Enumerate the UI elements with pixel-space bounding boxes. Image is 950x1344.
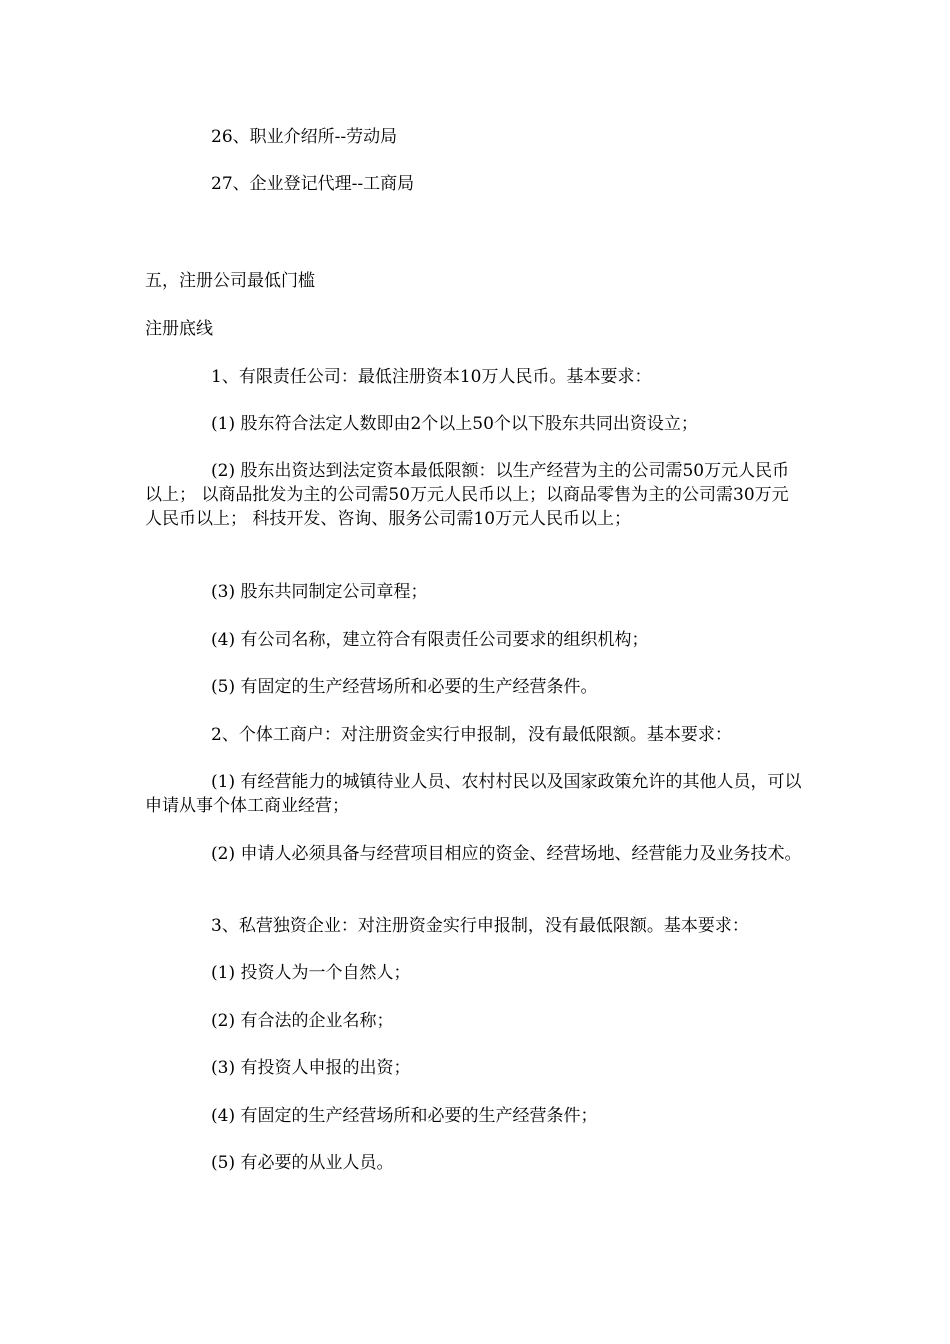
- sole-requirement-4: (4) 有固定的生产经营场所和必要的生产经营条件；: [211, 1106, 598, 1126]
- llc-requirement-4: (4) 有公司名称，建立符合有限责任公司要求的组织机构；: [211, 630, 649, 650]
- sole-requirement-3: (3) 有投资人申报的出资；: [211, 1058, 411, 1078]
- paragraph-llc: 1、有限责任公司：最低注册资本10万人民币。基本要求：: [211, 367, 652, 387]
- individual-requirement-2: (2) 申请人必须具备与经营项目相应的资金、经营场地、经营能力及业务技术。: [211, 844, 802, 864]
- individual-requirement-1: (1) 有经营能力的城镇待业人员、农村村民以及国家政策允许的其他人员，可以申请从事个体工商业经营；: [145, 772, 802, 816]
- llc-requirement-2: (2) 股东出资达到法定资本最低限额：以生产经营为主的公司需50万元人民币以上； 以商品批发为主的公司需50万元人民币以上；以商品零售为主的公司需30万元人民币以上； 科技开发、咨询、服务公司需10万元人民币以上；: [145, 461, 790, 529]
- llc-requirement-5: (5) 有固定的生产经营场所和必要的生产经营条件。: [211, 677, 598, 697]
- section-title: 五，注册公司最低门槛: [145, 271, 315, 291]
- llc-requirement-1: (1) 股东符合法定人数即由2个以上50个以下股东共同出资设立；: [211, 414, 698, 434]
- paragraph-sole-proprietorship: 3、私营独资企业：对注册资金实行申报制，没有最低限额。基本要求：: [211, 916, 749, 936]
- sole-requirement-5: (5) 有必要的从业人员。: [211, 1153, 394, 1173]
- sole-requirement-2: (2) 有合法的企业名称；: [211, 1011, 394, 1031]
- list-item-26: 26、职业介绍所--劳动局: [211, 127, 398, 147]
- paragraph-individual: 2、个体工商户：对注册资金实行申报制，没有最低限额。基本要求：: [211, 725, 732, 745]
- list-item-27: 27、企业登记代理--工商局: [211, 174, 415, 194]
- subtitle: 注册底线: [145, 319, 213, 339]
- sole-requirement-1: (1) 投资人为一个自然人；: [211, 963, 411, 983]
- llc-requirement-3: (3) 股东共同制定公司章程；: [211, 582, 428, 602]
